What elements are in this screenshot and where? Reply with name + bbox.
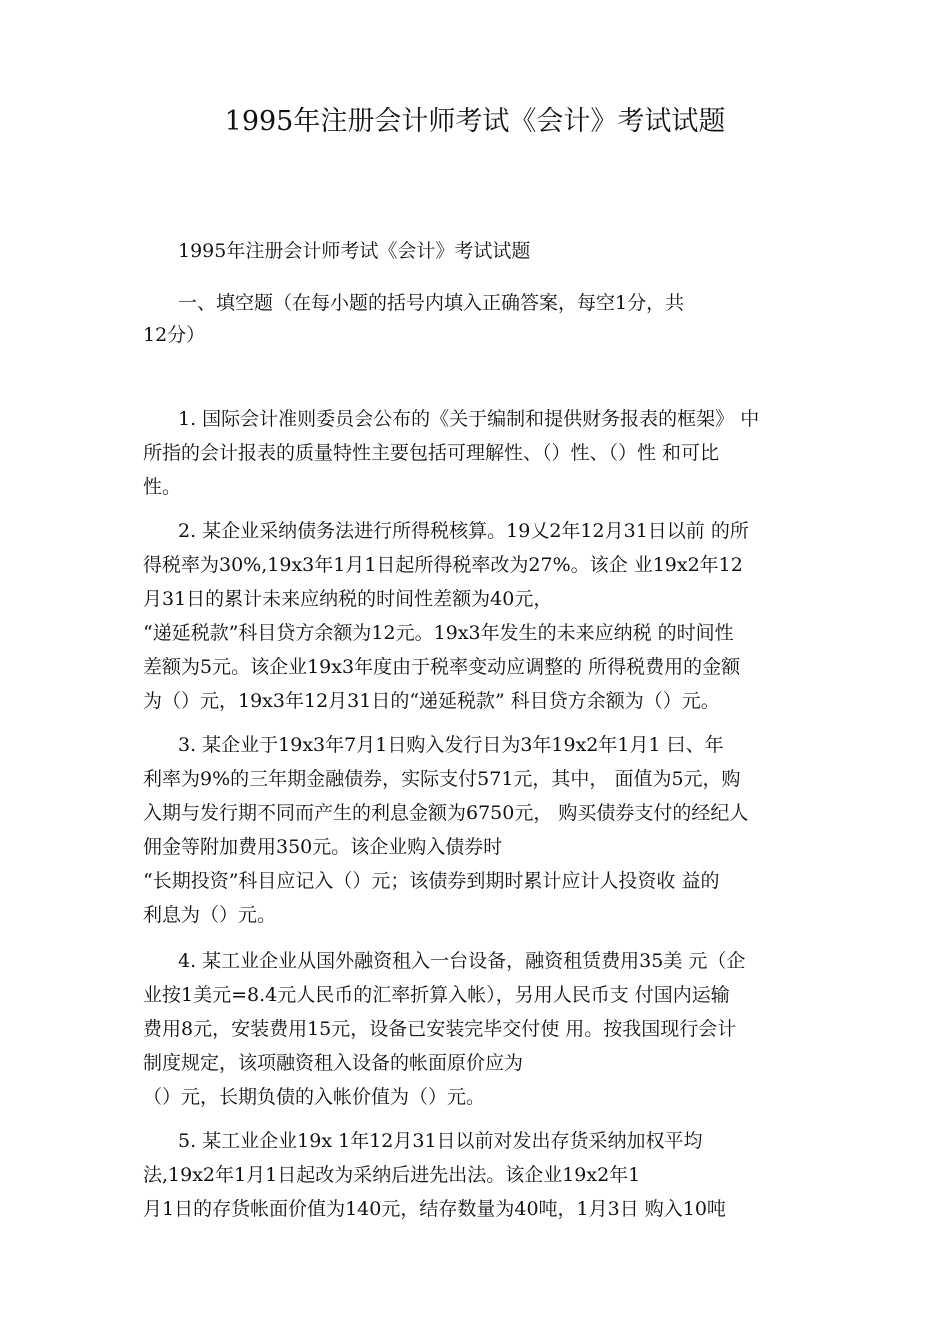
question-3-line: “长期投资”科目应记入（）元；该债券到期时累计应计人投资收 益的 (143, 870, 720, 892)
question-3-line: 利率为9%的三年期金融债券，实际支付571元，其中， 面值为5元，购 (143, 768, 741, 790)
question-2-line: “递延税款”科目贷方余额为12元。19x3年发生的未来应纳税 的时间性 (143, 622, 734, 644)
question-2-line: 得税率为30%,19x3年1月1日起所得税率改为27%。该企 业19x2年12 (143, 554, 743, 576)
subtitle-line: 1995年注册会计师考试《会计》考试试题 (178, 240, 531, 262)
question-5-line: 月1日的存货帐面价值为140元，结存数量为40吨，1月3日 购入10吨 (143, 1198, 726, 1220)
question-1-line: 1. 国际会计准则委员会公布的《关于编制和提供财务报表的框架》 中 (178, 408, 760, 430)
question-5-line: 法,19x2年1月1日起改为采纳后进先出法。该企业19x2年1 (143, 1164, 641, 1186)
question-4-line: 4. 某工业企业从国外融资租入一台设备，融资租赁费用35美 元（企 (178, 950, 746, 972)
question-3-line: 3. 某企业于19x3年7月1日购入发行日为3年19x2年1月1 曰、年 (178, 734, 724, 756)
question-5-line: 5. 某工业企业19x 1年12月31日以前对发出存货采纳加权平均 (178, 1130, 703, 1152)
question-3-line: 佣金等附加费用350元。该企业购入债券时 (143, 836, 503, 858)
question-3-line: 利息为（）元。 (143, 904, 277, 926)
section-heading-line: 一、填空题（在每小题的括号内填入正确答案，每空1分，共 (178, 292, 685, 314)
question-1-line: 所指的会计报表的质量特性主要包括可理解性、（）性、（）性 和可比 (143, 442, 720, 464)
section-heading-line: 12分） (143, 324, 206, 346)
question-2-line: 差额为5元。该企业19x3年度由于税率变动应调整的 所得税费用的金额 (143, 656, 741, 678)
question-3-line: 入期与发行期不同而产生的利息金额为6750元， 购买债券支付的经纪人 (143, 802, 749, 824)
question-4-line: 制度规定，该项融资租入设备的帐面原价应为 (143, 1052, 524, 1074)
question-4-line: （）元，长期负债的入帐价值为（）元。 (143, 1086, 486, 1108)
question-1-line: 性。 (143, 476, 182, 498)
question-2-line: 2. 某企业采纳债务法进行所得税核算。19乂2年12月31日以前 的所 (178, 520, 749, 542)
document-title: 1995年注册会计师考试《会计》考试试题 (224, 106, 726, 137)
question-2-line: 为（）元，19x3年12月31日的“递延税款” 科目贷方余额为（）元。 (143, 690, 720, 712)
question-4-line: 业按1美元=8.4元人民币的汇率折算入帐），另用人民币支 付国内运输 (143, 984, 730, 1006)
question-2-line: 月31日的累计未来应纳税的时间性差额为40元， (143, 588, 553, 610)
question-4-line: 费用8元，安装费用15元，设备已安装完毕交付使 用。按我国现行会计 (143, 1018, 737, 1040)
